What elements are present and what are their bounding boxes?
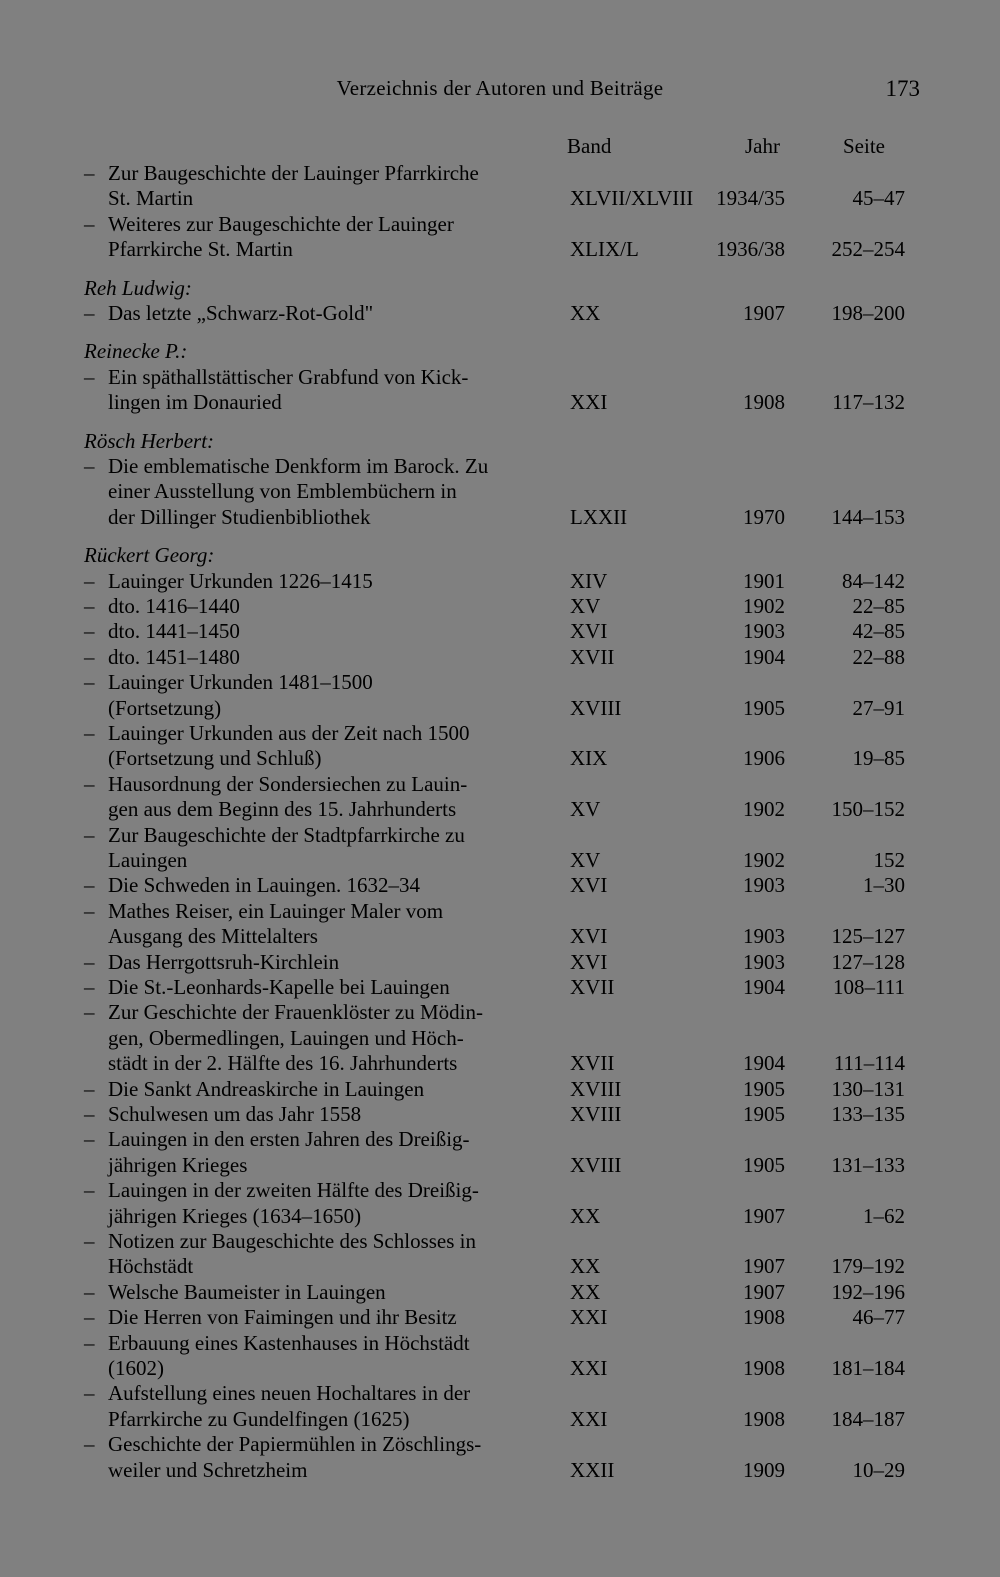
- entry-title: Schulwesen um das Jahr 1558: [108, 1102, 362, 1126]
- band-value: XVI: [570, 949, 608, 974]
- page-range-value: 198–200: [831, 301, 905, 325]
- entry-title: jährigen Krieges: [108, 1152, 248, 1177]
- author-name: Rösch Herbert:: [84, 428, 215, 453]
- entry-title: Zur Geschichte der Frauenklöster zu Mödin-: [108, 1000, 483, 1025]
- entry-title: (Fortsetzung und Schluß): [108, 746, 322, 771]
- band-value: XXI: [570, 1406, 608, 1431]
- entry-dash: –: [84, 1127, 95, 1152]
- entry-continuation-line: [0, 1203, 1000, 1229]
- year-value: 1903: [743, 619, 785, 644]
- band-value: XIX: [570, 746, 608, 771]
- entry-line: [0, 1101, 1000, 1127]
- entry-title: Hausordnung der Sondersiechen zu Lauin-: [108, 771, 468, 796]
- band-value: XV: [570, 594, 601, 618]
- entry-line: [0, 1126, 1000, 1152]
- year-value: 1904: [743, 644, 785, 669]
- year-value: 1907: [743, 1203, 785, 1228]
- page-number: 173: [885, 76, 920, 101]
- entry-dash: –: [84, 670, 95, 695]
- entry-title: Weiteres zur Baugeschichte der Lauinger: [108, 211, 454, 236]
- entry-line: [0, 1380, 1000, 1406]
- entry-dash: –: [84, 873, 95, 898]
- entry-continuation-line: [0, 847, 1000, 873]
- entry-title: einer Ausstellung von Emblembüchern in: [108, 479, 457, 504]
- entry-title: lingen im Donauried: [108, 390, 282, 415]
- page-range-value: 1–30: [863, 873, 905, 898]
- entry-title: Lauinger Urkunden aus der Zeit nach 1500: [108, 721, 470, 745]
- entry-dash: –: [84, 1381, 95, 1406]
- entry-continuation-line: [0, 1025, 1000, 1051]
- entry-dash: –: [84, 721, 95, 745]
- entry-line: [0, 720, 1000, 746]
- page-range-value: 125–127: [831, 924, 905, 949]
- year-value: 1908: [743, 1356, 785, 1380]
- entry-dash: –: [84, 1330, 95, 1355]
- entry-line: [0, 771, 1000, 797]
- page-range-value: 111–114: [833, 1051, 905, 1076]
- year-value: 1903: [743, 924, 785, 949]
- band-value: XV: [570, 848, 601, 872]
- entry-title: dto. 1451–1480: [108, 644, 240, 669]
- band-value: XVII: [570, 1051, 615, 1076]
- page-range-value: 108–111: [833, 975, 905, 999]
- entry-title: Das letzte „Schwarz-Rot-Gold": [108, 301, 374, 325]
- page-range-value: 22–85: [852, 594, 905, 618]
- band-value: XVIII: [570, 1152, 622, 1177]
- entry-title: Die Herren von Faimingen und ihr Besitz: [108, 1305, 457, 1330]
- entry-title: Pfarrkirche St. Martin: [108, 237, 293, 262]
- entry-title: dto. 1416–1440: [108, 594, 240, 618]
- entry-line: [0, 568, 1000, 594]
- entry-title: gen, Obermedlingen, Lauingen und Höch-: [108, 1025, 464, 1050]
- year-value: 1906: [743, 746, 785, 771]
- entry-line: [0, 949, 1000, 975]
- page-range-value: 252–254: [831, 237, 905, 262]
- band-value: XX: [570, 1279, 601, 1304]
- column-header-seite: Seite: [843, 134, 885, 158]
- year-value: 1905: [743, 1076, 785, 1101]
- page-range-value: 27–91: [852, 695, 905, 720]
- entry-dash: –: [84, 1279, 95, 1304]
- year-value: 1902: [743, 594, 785, 618]
- year-value: 1904: [743, 1051, 785, 1076]
- page-range-value: 152: [873, 848, 905, 872]
- entry-continuation-line: [0, 1050, 1000, 1076]
- entry-title: Die emblematische Denkform im Barock. Zu: [108, 454, 489, 478]
- page-range-value: 117–132: [832, 390, 905, 415]
- entry-dash: –: [84, 161, 95, 185]
- entry-dash: –: [84, 364, 95, 389]
- author-heading: [0, 338, 1000, 364]
- year-value: 1903: [743, 949, 785, 974]
- entry-continuation-line: [0, 185, 1000, 211]
- entry-dash: –: [84, 898, 95, 923]
- entry-line: [0, 1279, 1000, 1305]
- entry-title: Zur Baugeschichte der Stadtpfarrkirche zu: [108, 822, 465, 847]
- entry-title: städt in der 2. Hälfte des 16. Jahrhunderts: [108, 1051, 458, 1076]
- entry-continuation-line: [0, 389, 1000, 415]
- entry-line: [0, 453, 1000, 479]
- band-value: XXI: [570, 1356, 608, 1380]
- page-range-value: 10–29: [852, 1457, 905, 1482]
- entry-title: Mathes Reiser, ein Lauinger Maler vom: [108, 898, 444, 923]
- entry-title: Höchstädt: [108, 1254, 194, 1279]
- entry-dash: –: [84, 975, 95, 999]
- year-value: 1907: [743, 1279, 785, 1304]
- entry-line: [0, 618, 1000, 644]
- entry-title: Lauinger Urkunden 1226–1415: [108, 568, 373, 593]
- year-value: 1905: [743, 695, 785, 720]
- year-value: 1901: [743, 568, 785, 593]
- entry-title: Ausgang des Mittelalters: [108, 924, 318, 949]
- page-range-value: 1–62: [863, 1203, 905, 1228]
- author-name: Reinecke P.:: [84, 339, 188, 364]
- band-value: XX: [570, 301, 601, 325]
- running-header-title: Verzeichnis der Autoren und Beiträge: [336, 76, 664, 100]
- entry-line: [0, 364, 1000, 390]
- entry-line: [0, 999, 1000, 1025]
- entry-line: [0, 1330, 1000, 1356]
- page-range-value: 127–128: [831, 949, 905, 974]
- band-value: XVIII: [570, 695, 622, 720]
- entry-title: Geschichte der Papiermühlen in Zöschlings-: [108, 1432, 482, 1457]
- entry-title: Welsche Baumeister in Lauingen: [108, 1279, 386, 1304]
- year-value: 1905: [743, 1102, 785, 1126]
- entry-continuation-line: [0, 1152, 1000, 1178]
- entry-title: (1602): [108, 1356, 164, 1380]
- page-range-value: 133–135: [831, 1102, 905, 1126]
- entry-dash: –: [84, 949, 95, 974]
- page-range-value: 181–184: [831, 1356, 905, 1380]
- entry-title: jährigen Krieges (1634–1650): [108, 1203, 362, 1228]
- page-range-value: 19–85: [852, 746, 905, 771]
- band-value: XX: [570, 1254, 601, 1279]
- band-value: XLIX/L: [570, 237, 639, 262]
- band-value: LXXII: [570, 504, 628, 529]
- band-value: XVI: [570, 619, 608, 644]
- entry-dash: –: [84, 644, 95, 669]
- entry-line: [0, 1228, 1000, 1254]
- entry-continuation-line: [0, 695, 1000, 721]
- page-range-value: 22–88: [852, 644, 905, 669]
- entry-title: (Fortsetzung): [108, 695, 222, 720]
- entry-line: [0, 669, 1000, 695]
- entry-dash: –: [84, 211, 95, 236]
- entry-line: [0, 300, 1000, 326]
- year-value: 1909: [743, 1457, 785, 1482]
- band-value: XVII: [570, 975, 615, 999]
- entry-line: [0, 1431, 1000, 1457]
- entry-line: [0, 1177, 1000, 1203]
- entry-continuation-line: [0, 236, 1000, 262]
- page-range-value: 144–153: [831, 504, 905, 529]
- entry-title: dto. 1441–1450: [108, 619, 240, 644]
- band-value: XVI: [570, 873, 608, 898]
- year-value: 1907: [743, 1254, 785, 1279]
- page-range-value: 45–47: [852, 186, 905, 211]
- page-range-value: 184–187: [831, 1406, 905, 1431]
- band-value: XXII: [570, 1457, 615, 1482]
- entry-continuation-line: [0, 923, 1000, 949]
- year-value: 1908: [743, 1406, 785, 1431]
- band-value: XLVII/XLVIII: [570, 186, 694, 211]
- page-range-value: 42–85: [852, 619, 905, 644]
- band-value: XVIII: [570, 1102, 622, 1126]
- entry-line: [0, 593, 1000, 619]
- year-value: 1907: [743, 301, 785, 325]
- entry-line: [0, 644, 1000, 670]
- entry-continuation-line: [0, 1355, 1000, 1381]
- band-value: XX: [570, 1203, 601, 1228]
- column-header-jahr: Jahr: [745, 134, 780, 158]
- band-value: XVI: [570, 924, 608, 949]
- entry-continuation-line: [0, 745, 1000, 771]
- entry-title: weiler und Schretzheim: [108, 1457, 308, 1482]
- entry-title: Pfarrkirche zu Gundelfingen (1625): [108, 1406, 410, 1431]
- entry-dash: –: [84, 1432, 95, 1457]
- entry-line: [0, 1304, 1000, 1330]
- page-range-value: 192–196: [831, 1279, 905, 1304]
- page-range-value: 130–131: [831, 1076, 905, 1101]
- year-value: 1904: [743, 975, 785, 999]
- band-value: XXI: [570, 1305, 608, 1330]
- page-range-value: 131–133: [831, 1152, 905, 1177]
- author-heading: [0, 275, 1000, 301]
- entry-dash: –: [84, 1178, 95, 1203]
- entry-title: Lauinger Urkunden 1481–1500: [108, 670, 373, 695]
- year-value: 1936/38: [716, 237, 785, 262]
- entry-title: der Dillinger Studienbibliothek: [108, 504, 371, 529]
- entry-dash: –: [84, 1229, 95, 1253]
- author-name: Reh Ludwig:: [84, 275, 192, 300]
- year-value: 1902: [743, 848, 785, 872]
- entry-line: [0, 872, 1000, 898]
- entry-line: [0, 822, 1000, 848]
- entry-continuation-line: [0, 1253, 1000, 1279]
- band-value: XIV: [570, 568, 608, 593]
- entry-dash: –: [84, 1102, 95, 1126]
- entry-title: Ein späthallstättischer Grabfund von Kick-: [108, 364, 469, 389]
- entry-title: Aufstellung eines neuen Hochaltares in der: [108, 1381, 471, 1406]
- page-range-value: 84–142: [842, 568, 905, 593]
- entry-title: Zur Baugeschichte der Lauinger Pfarrkirche: [108, 161, 479, 185]
- entry-dash: –: [84, 1000, 95, 1025]
- entry-continuation-line: [0, 796, 1000, 822]
- entry-dash: –: [84, 771, 95, 796]
- entry-continuation-line: [0, 504, 1000, 530]
- entry-title: Erbauung eines Kastenhauses in Höchstädt: [108, 1330, 470, 1355]
- entry-dash: –: [84, 568, 95, 593]
- year-value: 1934/35: [716, 186, 785, 211]
- year-value: 1905: [743, 1152, 785, 1177]
- entry-line: [0, 1076, 1000, 1102]
- year-value: 1903: [743, 873, 785, 898]
- entry-continuation-line: [0, 1406, 1000, 1432]
- column-header-band: Band: [567, 134, 612, 158]
- band-value: XVIII: [570, 1076, 622, 1101]
- entry-title: Die Schweden in Lauingen. 1632–34: [108, 873, 421, 898]
- entry-line: [0, 160, 1000, 186]
- entry-title: Die St.-Leonhards-Kapelle bei Lauingen: [108, 975, 450, 999]
- band-value: XVII: [570, 644, 615, 669]
- entry-title: Das Herrgottsruh-Kirchlein: [108, 949, 340, 974]
- entry-continuation-line: [0, 1457, 1000, 1483]
- entry-line: [0, 898, 1000, 924]
- entry-title: Notizen zur Baugeschichte des Schlosses in: [108, 1229, 476, 1253]
- page-range-value: 150–152: [831, 797, 905, 822]
- author-heading: [0, 428, 1000, 454]
- author-heading: [0, 542, 1000, 568]
- entry-dash: –: [84, 301, 95, 325]
- entry-dash: –: [84, 594, 95, 618]
- year-value: 1902: [743, 797, 785, 822]
- entry-continuation-line: [0, 478, 1000, 504]
- entry-title: Die Sankt Andreaskirche in Lauingen: [108, 1076, 425, 1101]
- entry-dash: –: [84, 822, 95, 847]
- entry-dash: –: [84, 454, 95, 478]
- band-value: XV: [570, 797, 601, 822]
- entry-title: Lauingen: [108, 848, 188, 872]
- entry-title: gen aus dem Beginn des 15. Jahrhunderts: [108, 797, 457, 822]
- year-value: 1908: [743, 390, 785, 415]
- entry-dash: –: [84, 619, 95, 644]
- year-value: 1970: [743, 504, 785, 529]
- entry-title: Lauingen in der zweiten Hälfte des Dreißig-: [108, 1178, 479, 1203]
- year-value: 1908: [743, 1305, 785, 1330]
- entry-line: [0, 974, 1000, 1000]
- entry-dash: –: [84, 1305, 95, 1330]
- band-value: XXI: [570, 390, 608, 415]
- author-name: Rückert Georg:: [84, 543, 215, 568]
- entry-title: Lauingen in den ersten Jahren des Dreißig-: [108, 1127, 470, 1152]
- entry-title: St. Martin: [108, 186, 194, 211]
- page-range-value: 46–77: [852, 1305, 905, 1330]
- entry-dash: –: [84, 1076, 95, 1101]
- entry-line: [0, 211, 1000, 237]
- page-range-value: 179–192: [831, 1254, 905, 1279]
